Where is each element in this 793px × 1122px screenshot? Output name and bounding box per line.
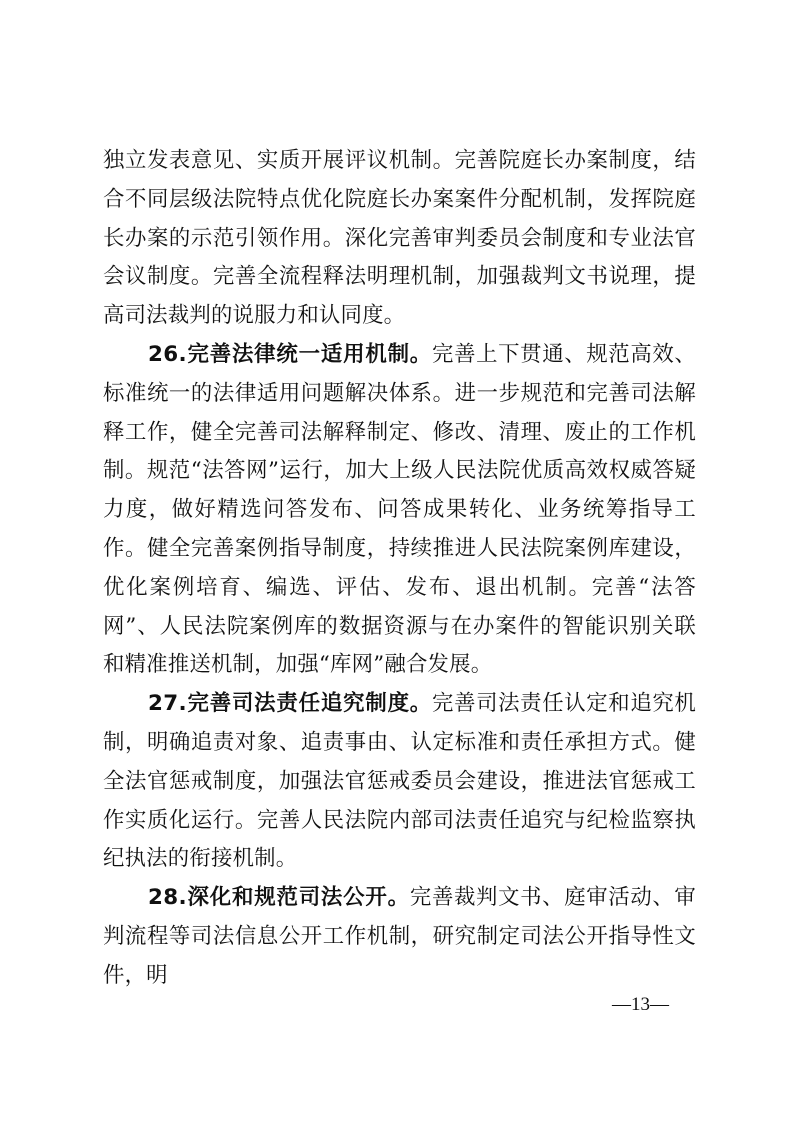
body-text <box>103 142 696 996</box>
paragraph-item-26 <box>103 336 696 685</box>
paragraph-text: 独立发表意见、实质开展评议机制。完善院庭长办案制度，结合不同层级法院特点优化院庭长办案案件分配机制，发挥院庭长办案的示范引领作用。深化完善审判委员会制度和专业法官会议制度。完善全流程释法明理机制，加强裁判文书说理，提高司法裁判的说服力和认同度。 <box>103 148 696 329</box>
paragraph-text: 完善上下贯通、规范高效、标准统一的法律适用问题解决体系。进一步规范和完善司法解释工作，健全完善司法解释制定、修改、清理、废止的工作机制。规范“法答网”运行，加大上级人民法院优质高效权威答疑力度，做好精选问答发布、问答成果转化、业务统筹指导工作。健全完善案例指导制度，持续推进人民法院案例库建设，优化案例培育、编选、评估、发布、退出机制。完善“法答网”、人民法院案例库的数据资源与在办案件的智能识别关联和精准推送机制，加强“库网”融合发展。 <box>103 341 696 678</box>
paragraph-text: 完善司法责任认定和追究机制，明确追责对象、追责事由、认定标准和责任承担方式。健全法官惩戒制度，加强法官惩戒委员会建设，推进法官惩戒工作实质化运行。完善人民法院内部司法责任追究与纪检监察执纪执法的衔接机制。 <box>103 691 696 872</box>
paragraph-item-27 <box>103 685 696 879</box>
paragraph-item-28 <box>103 879 696 995</box>
item-heading-28: 28.深化和规范司法公开。 <box>147 885 410 911</box>
page-number: —13— <box>612 994 669 1015</box>
paragraph-text: 完善裁判文书、庭审活动、审判流程等司法信息公开工作机制，研究制定司法公开指导性文件，明 <box>103 885 696 988</box>
item-heading-27: 27.完善司法责任追究制度。 <box>147 691 433 717</box>
item-heading-26: 26.完善法律统一适用机制。 <box>147 341 433 367</box>
paragraph-continuation <box>103 142 696 336</box>
